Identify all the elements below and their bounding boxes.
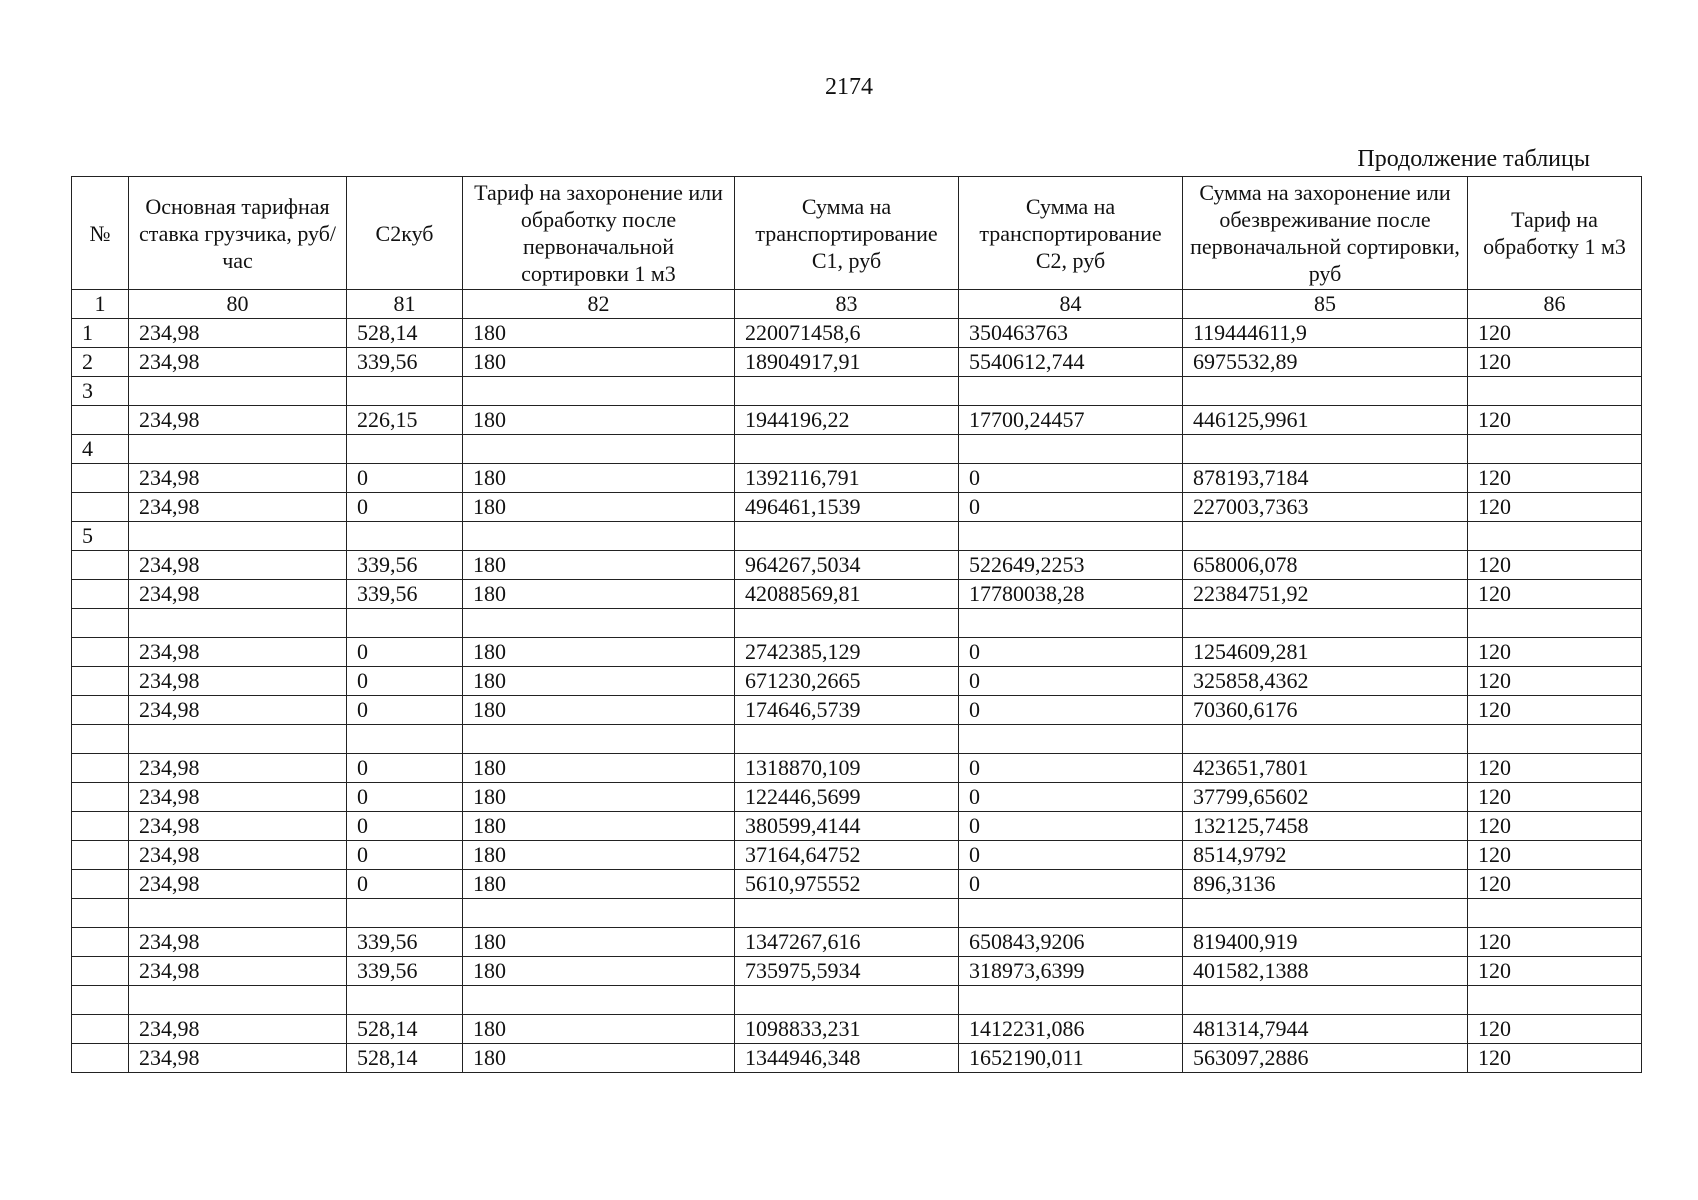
row-number-cell: 5 bbox=[72, 522, 129, 551]
table-cell: 174646,5739 bbox=[735, 696, 959, 725]
table-row bbox=[72, 638, 1642, 667]
table-cell bbox=[959, 609, 1183, 638]
table-cell bbox=[1183, 377, 1468, 406]
row-number-cell bbox=[72, 783, 129, 812]
table-cell bbox=[129, 986, 347, 1015]
table-cell: 180 bbox=[463, 406, 735, 435]
table-cell bbox=[129, 725, 347, 754]
column-number-cell: 83 bbox=[735, 290, 959, 319]
table-cell: 896,3136 bbox=[1183, 870, 1468, 899]
table-cell bbox=[347, 377, 463, 406]
table-row bbox=[72, 870, 1642, 899]
table-row bbox=[72, 783, 1642, 812]
table-cell bbox=[129, 435, 347, 464]
table-cell: 120 bbox=[1468, 870, 1642, 899]
table-cell: 1098833,231 bbox=[735, 1015, 959, 1044]
table-cell bbox=[1183, 435, 1468, 464]
table-cell bbox=[347, 725, 463, 754]
table-cell: 234,98 bbox=[129, 1015, 347, 1044]
table-cell: 671230,2665 bbox=[735, 667, 959, 696]
table-cell bbox=[735, 725, 959, 754]
table-cell: 496461,1539 bbox=[735, 493, 959, 522]
table-cell: 17780038,28 bbox=[959, 580, 1183, 609]
header-cell: Тариф на захоронение или обработку после первоначальной сортировки 1 м3 bbox=[463, 177, 735, 290]
table-cell: 339,56 bbox=[347, 551, 463, 580]
row-number-cell: 3 bbox=[72, 377, 129, 406]
table-cell: 180 bbox=[463, 812, 735, 841]
table-cell: 2742385,129 bbox=[735, 638, 959, 667]
table-cell bbox=[129, 609, 347, 638]
row-number-cell bbox=[72, 754, 129, 783]
table-row bbox=[72, 667, 1642, 696]
table-cell: 318973,6399 bbox=[959, 957, 1183, 986]
table-cell: 658006,078 bbox=[1183, 551, 1468, 580]
table-cell: 1392116,791 bbox=[735, 464, 959, 493]
table-cell: 0 bbox=[959, 696, 1183, 725]
table-cell: 528,14 bbox=[347, 1044, 463, 1073]
table-cell: 350463763 bbox=[959, 319, 1183, 348]
header-row bbox=[72, 177, 1642, 290]
table-cell bbox=[463, 986, 735, 1015]
table-cell: 180 bbox=[463, 638, 735, 667]
row-number-cell bbox=[72, 812, 129, 841]
table-cell: 70360,6176 bbox=[1183, 696, 1468, 725]
table-row bbox=[72, 377, 1642, 406]
table-cell bbox=[1468, 899, 1642, 928]
table-cell: 528,14 bbox=[347, 319, 463, 348]
header-cell: Тариф на обработку 1 м3 bbox=[1468, 177, 1642, 290]
table-cell: 0 bbox=[347, 754, 463, 783]
row-number-cell bbox=[72, 638, 129, 667]
table-continuation-caption: Продолжение таблицы bbox=[1357, 146, 1590, 172]
table-cell: 339,56 bbox=[347, 348, 463, 377]
table-cell: 1652190,011 bbox=[959, 1044, 1183, 1073]
table-cell: 0 bbox=[347, 667, 463, 696]
table-cell bbox=[129, 377, 347, 406]
table-cell: 1412231,086 bbox=[959, 1015, 1183, 1044]
table-cell: 234,98 bbox=[129, 348, 347, 377]
row-number-cell bbox=[72, 667, 129, 696]
table-cell: 0 bbox=[347, 464, 463, 493]
table-cell: 37799,65602 bbox=[1183, 783, 1468, 812]
table-cell: 119444611,9 bbox=[1183, 319, 1468, 348]
table-cell bbox=[1183, 609, 1468, 638]
column-number-cell: 80 bbox=[129, 290, 347, 319]
table-cell: 0 bbox=[959, 667, 1183, 696]
table-cell: 37164,64752 bbox=[735, 841, 959, 870]
table-cell: 120 bbox=[1468, 696, 1642, 725]
table-cell: 1254609,281 bbox=[1183, 638, 1468, 667]
table-row bbox=[72, 1044, 1642, 1073]
table-cell: 234,98 bbox=[129, 841, 347, 870]
row-number-cell bbox=[72, 841, 129, 870]
table-row bbox=[72, 957, 1642, 986]
table-cell: 234,98 bbox=[129, 812, 347, 841]
table-cell: 120 bbox=[1468, 812, 1642, 841]
table-cell bbox=[1183, 986, 1468, 1015]
table-cell: 1347267,616 bbox=[735, 928, 959, 957]
table-cell: 180 bbox=[463, 783, 735, 812]
table-row bbox=[72, 986, 1642, 1015]
table-cell: 234,98 bbox=[129, 638, 347, 667]
table-cell bbox=[735, 609, 959, 638]
row-number-cell: 4 bbox=[72, 435, 129, 464]
table-row bbox=[72, 435, 1642, 464]
table-cell: 180 bbox=[463, 493, 735, 522]
table-cell bbox=[1468, 609, 1642, 638]
table-cell: 0 bbox=[347, 870, 463, 899]
table-row bbox=[72, 522, 1642, 551]
table-header bbox=[72, 177, 1642, 290]
table-cell: 227003,7363 bbox=[1183, 493, 1468, 522]
table-cell: 234,98 bbox=[129, 551, 347, 580]
table-cell: 180 bbox=[463, 841, 735, 870]
table-row bbox=[72, 928, 1642, 957]
header-cell: Сумма на транспортирование С1, руб bbox=[735, 177, 959, 290]
table-cell: 22384751,92 bbox=[1183, 580, 1468, 609]
table-cell bbox=[959, 986, 1183, 1015]
table-cell bbox=[463, 522, 735, 551]
row-number-cell bbox=[72, 957, 129, 986]
table-cell: 0 bbox=[347, 696, 463, 725]
column-number-cell: 85 bbox=[1183, 290, 1468, 319]
table-cell: 878193,7184 bbox=[1183, 464, 1468, 493]
table-cell: 180 bbox=[463, 667, 735, 696]
header-cell: Основная тарифная ставка грузчика, руб/час bbox=[129, 177, 347, 290]
table-cell: 120 bbox=[1468, 464, 1642, 493]
table-cell bbox=[463, 377, 735, 406]
table-cell bbox=[959, 899, 1183, 928]
table-cell: 120 bbox=[1468, 580, 1642, 609]
table-cell: 120 bbox=[1468, 1015, 1642, 1044]
table-row bbox=[72, 1015, 1642, 1044]
table-cell: 180 bbox=[463, 551, 735, 580]
row-number-cell bbox=[72, 493, 129, 522]
table-cell: 401582,1388 bbox=[1183, 957, 1468, 986]
row-number-cell bbox=[72, 928, 129, 957]
row-number-cell bbox=[72, 899, 129, 928]
row-number-cell bbox=[72, 1044, 129, 1073]
table-cell: 234,98 bbox=[129, 667, 347, 696]
table-cell: 120 bbox=[1468, 957, 1642, 986]
table-cell: 180 bbox=[463, 928, 735, 957]
table-cell: 8514,9792 bbox=[1183, 841, 1468, 870]
table-row bbox=[72, 754, 1642, 783]
table-cell bbox=[347, 986, 463, 1015]
row-number-cell bbox=[72, 609, 129, 638]
table-cell: 339,56 bbox=[347, 928, 463, 957]
column-number-cell: 81 bbox=[347, 290, 463, 319]
table-cell: 563097,2886 bbox=[1183, 1044, 1468, 1073]
table-cell: 339,56 bbox=[347, 957, 463, 986]
table-row bbox=[72, 812, 1642, 841]
table-cell: 735975,5934 bbox=[735, 957, 959, 986]
row-number-cell: 2 bbox=[72, 348, 129, 377]
table-cell bbox=[959, 522, 1183, 551]
column-number-cell: 82 bbox=[463, 290, 735, 319]
table-cell: 180 bbox=[463, 1015, 735, 1044]
row-number-cell bbox=[72, 580, 129, 609]
row-number-cell bbox=[72, 870, 129, 899]
table-cell: 6975532,89 bbox=[1183, 348, 1468, 377]
table-row bbox=[72, 841, 1642, 870]
table-row bbox=[72, 464, 1642, 493]
table-cell: 180 bbox=[463, 1044, 735, 1073]
table-cell: 0 bbox=[959, 783, 1183, 812]
table-cell bbox=[959, 377, 1183, 406]
table-cell bbox=[1183, 725, 1468, 754]
table-cell: 234,98 bbox=[129, 696, 347, 725]
table-cell: 0 bbox=[347, 841, 463, 870]
table-cell: 964267,5034 bbox=[735, 551, 959, 580]
table-cell: 234,98 bbox=[129, 580, 347, 609]
table-cell: 528,14 bbox=[347, 1015, 463, 1044]
table-cell: 522649,2253 bbox=[959, 551, 1183, 580]
table-cell bbox=[735, 522, 959, 551]
row-number-cell bbox=[72, 551, 129, 580]
table-cell: 380599,4144 bbox=[735, 812, 959, 841]
table-cell: 234,98 bbox=[129, 406, 347, 435]
row-number-cell bbox=[72, 696, 129, 725]
table-cell bbox=[347, 899, 463, 928]
table-cell: 120 bbox=[1468, 928, 1642, 957]
table-cell bbox=[347, 435, 463, 464]
table-cell: 180 bbox=[463, 957, 735, 986]
table-cell: 120 bbox=[1468, 783, 1642, 812]
table-cell: 226,15 bbox=[347, 406, 463, 435]
table-cell: 180 bbox=[463, 580, 735, 609]
table-cell: 234,98 bbox=[129, 464, 347, 493]
table-cell: 234,98 bbox=[129, 493, 347, 522]
table-cell: 120 bbox=[1468, 638, 1642, 667]
table-cell: 120 bbox=[1468, 1044, 1642, 1073]
table-cell: 122446,5699 bbox=[735, 783, 959, 812]
row-number-cell: 1 bbox=[72, 319, 129, 348]
table-cell: 180 bbox=[463, 319, 735, 348]
table-cell: 42088569,81 bbox=[735, 580, 959, 609]
table-cell: 0 bbox=[959, 638, 1183, 667]
row-number-cell bbox=[72, 725, 129, 754]
table-cell: 481314,7944 bbox=[1183, 1015, 1468, 1044]
row-number-cell bbox=[72, 464, 129, 493]
table-row bbox=[72, 493, 1642, 522]
table-cell: 180 bbox=[463, 870, 735, 899]
column-number-cell: 86 bbox=[1468, 290, 1642, 319]
table-cell: 17700,24457 bbox=[959, 406, 1183, 435]
table-cell: 234,98 bbox=[129, 928, 347, 957]
table-cell bbox=[347, 609, 463, 638]
table-cell bbox=[1183, 899, 1468, 928]
data-table bbox=[71, 176, 1642, 1073]
table-cell: 0 bbox=[959, 812, 1183, 841]
table-cell: 220071458,6 bbox=[735, 319, 959, 348]
table-cell: 0 bbox=[959, 493, 1183, 522]
table-cell: 234,98 bbox=[129, 870, 347, 899]
header-cell: Сумма на транспортирование С2, руб bbox=[959, 177, 1183, 290]
table-cell bbox=[735, 435, 959, 464]
table-cell: 120 bbox=[1468, 841, 1642, 870]
table-cell bbox=[959, 435, 1183, 464]
header-cell: № bbox=[72, 177, 129, 290]
table-row bbox=[72, 406, 1642, 435]
row-number-cell bbox=[72, 986, 129, 1015]
table-row bbox=[72, 319, 1642, 348]
row-number-cell bbox=[72, 1015, 129, 1044]
column-number-cell: 84 bbox=[959, 290, 1183, 319]
table-cell: 234,98 bbox=[129, 783, 347, 812]
table-cell bbox=[1468, 725, 1642, 754]
table-cell: 339,56 bbox=[347, 580, 463, 609]
table-cell: 120 bbox=[1468, 319, 1642, 348]
table-cell: 120 bbox=[1468, 754, 1642, 783]
table-cell bbox=[735, 899, 959, 928]
table-body bbox=[72, 290, 1642, 1073]
table-cell: 120 bbox=[1468, 667, 1642, 696]
table-cell: 120 bbox=[1468, 406, 1642, 435]
table-row bbox=[72, 609, 1642, 638]
table-row bbox=[72, 348, 1642, 377]
table-cell bbox=[129, 522, 347, 551]
header-cell: Сумма на захоронение или обезвреживание после первоначальной сортировки, руб bbox=[1183, 177, 1468, 290]
table-row bbox=[72, 696, 1642, 725]
table-row bbox=[72, 551, 1642, 580]
table-cell: 180 bbox=[463, 696, 735, 725]
table-cell: 18904917,91 bbox=[735, 348, 959, 377]
table-cell: 132125,7458 bbox=[1183, 812, 1468, 841]
table-row bbox=[72, 580, 1642, 609]
table-cell bbox=[463, 435, 735, 464]
table-cell bbox=[959, 725, 1183, 754]
table-cell bbox=[1468, 522, 1642, 551]
row-number-cell bbox=[72, 406, 129, 435]
table-cell: 650843,9206 bbox=[959, 928, 1183, 957]
table-cell: 180 bbox=[463, 754, 735, 783]
table-cell: 1344946,348 bbox=[735, 1044, 959, 1073]
column-number-cell: 1 bbox=[72, 290, 129, 319]
table-cell: 423651,7801 bbox=[1183, 754, 1468, 783]
table-cell bbox=[1468, 986, 1642, 1015]
table-cell bbox=[347, 522, 463, 551]
table-cell: 120 bbox=[1468, 348, 1642, 377]
table-cell bbox=[1468, 435, 1642, 464]
header-cell: С2куб bbox=[347, 177, 463, 290]
table-cell: 1318870,109 bbox=[735, 754, 959, 783]
table-cell: 0 bbox=[347, 812, 463, 841]
table-cell: 0 bbox=[959, 841, 1183, 870]
table-cell: 1944196,22 bbox=[735, 406, 959, 435]
table-cell: 325858,4362 bbox=[1183, 667, 1468, 696]
table-cell: 120 bbox=[1468, 551, 1642, 580]
table-cell bbox=[463, 725, 735, 754]
table-cell: 0 bbox=[347, 783, 463, 812]
table-cell: 234,98 bbox=[129, 957, 347, 986]
table-cell: 234,98 bbox=[129, 319, 347, 348]
table-cell bbox=[463, 609, 735, 638]
table-cell bbox=[735, 377, 959, 406]
table-cell: 0 bbox=[959, 754, 1183, 783]
table-cell: 180 bbox=[463, 464, 735, 493]
table-cell: 0 bbox=[959, 870, 1183, 899]
page-number: 2174 bbox=[825, 74, 873, 100]
table-cell bbox=[463, 899, 735, 928]
column-number-row bbox=[72, 290, 1642, 319]
table-row bbox=[72, 899, 1642, 928]
table-cell bbox=[1468, 377, 1642, 406]
table-cell bbox=[735, 986, 959, 1015]
table-cell: 0 bbox=[347, 493, 463, 522]
table-cell: 0 bbox=[959, 464, 1183, 493]
table-cell: 5610,975552 bbox=[735, 870, 959, 899]
table-cell: 5540612,744 bbox=[959, 348, 1183, 377]
table-cell: 446125,9961 bbox=[1183, 406, 1468, 435]
table-cell: 180 bbox=[463, 348, 735, 377]
table-cell: 234,98 bbox=[129, 754, 347, 783]
table-cell bbox=[1183, 522, 1468, 551]
table-cell: 120 bbox=[1468, 493, 1642, 522]
table-row bbox=[72, 725, 1642, 754]
table-cell: 234,98 bbox=[129, 1044, 347, 1073]
table-cell bbox=[129, 899, 347, 928]
table-cell: 0 bbox=[347, 638, 463, 667]
table-cell: 819400,919 bbox=[1183, 928, 1468, 957]
